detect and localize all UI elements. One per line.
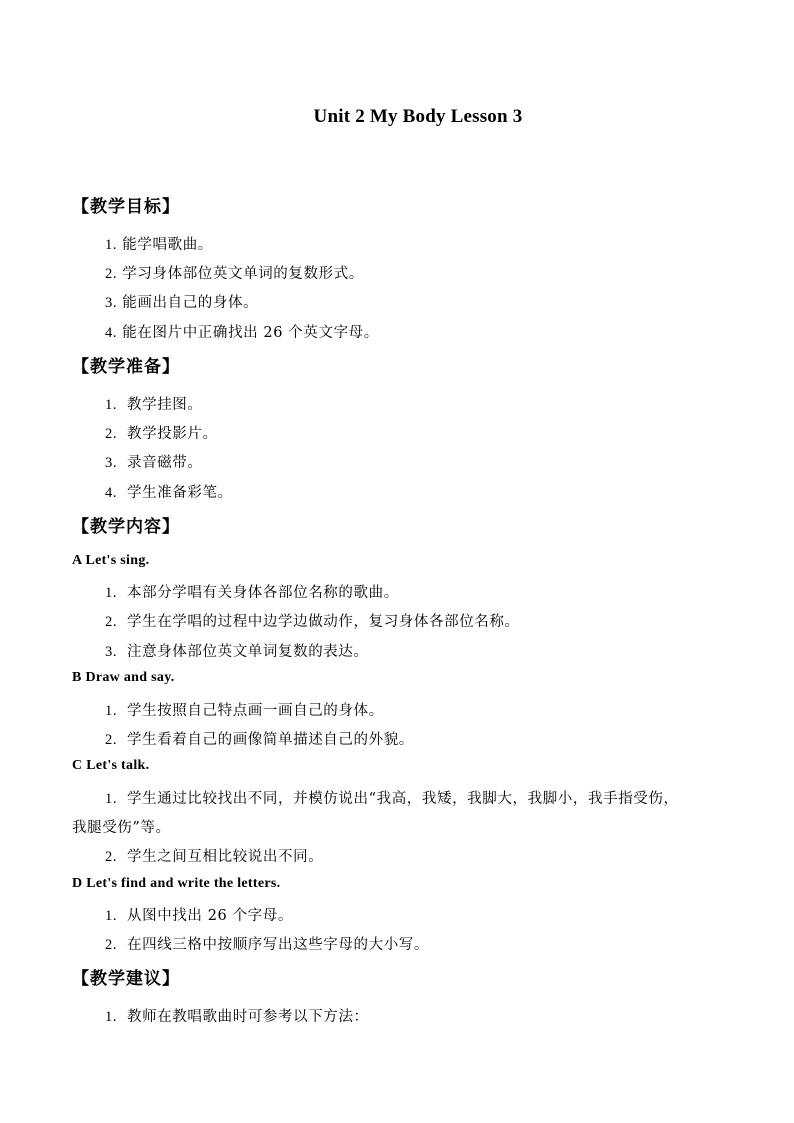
item-number: 1. (105, 703, 118, 719)
item-text: 教师在教唱歌曲时可参考以下方法： (127, 1009, 369, 1025)
preparation-item (105, 481, 233, 502)
item-text: 教学投影片。 (127, 426, 218, 442)
objective-item (105, 321, 379, 342)
item-number: 1. (105, 908, 118, 924)
item-text: 教学挂图。 (127, 397, 203, 413)
item-number: 2. (105, 426, 118, 442)
content-item (105, 845, 323, 866)
objectives-heading: 【教学目标】 (72, 197, 180, 217)
suggestion-item (105, 1005, 369, 1026)
item-number: 4. (105, 325, 118, 341)
preparation-heading: 【教学准备】 (72, 357, 180, 377)
item-number: 1. (105, 237, 118, 253)
item-text: 在四线三格中按顺序写出这些字母的大小写。 (127, 937, 429, 953)
content-item-continuation: 我腿受伤”等。 (72, 820, 171, 836)
item-number: 2. (105, 849, 118, 865)
item-number: 3. (105, 295, 118, 311)
objective-item (105, 233, 213, 254)
item-number: 2. (105, 266, 118, 282)
item-text: 注意身体部位英文单词复数的表达。 (127, 644, 369, 660)
section-d-label: D Let's find and write the letters. (72, 876, 281, 891)
item-number: 4. (105, 485, 118, 501)
objective-item (105, 262, 364, 283)
preparation-item (105, 422, 218, 443)
document-title: Unit 2 My Body Lesson 3 (313, 106, 523, 127)
item-text: 学生之间互相比较说出不同。 (127, 849, 324, 865)
objective-item (105, 291, 258, 312)
content-item (105, 728, 414, 749)
item-number: 2. (105, 937, 118, 953)
item-text: 能在图片中正确找出 26 个英文字母。 (122, 325, 379, 341)
item-text: 学生准备彩笔。 (127, 485, 233, 501)
item-text: 本部分学唱有关身体各部位名称的歌曲。 (127, 585, 399, 601)
item-text: 学习身体部位英文单词的复数形式。 (122, 266, 364, 282)
section-a-label: A Let's sing. (72, 553, 150, 568)
section-b-label: B Draw and say. (72, 670, 175, 685)
item-number: 1. (105, 397, 118, 413)
item-text: 能画出自己的身体。 (122, 295, 259, 311)
content-item (105, 787, 679, 808)
item-number: 3. (105, 455, 118, 471)
content-item (105, 610, 520, 631)
content-item (105, 581, 399, 602)
item-number: 2. (105, 732, 118, 748)
item-text: 学生看着自己的画像简单描述自己的外貌。 (127, 732, 414, 748)
content-item (105, 699, 384, 720)
item-text: 能学唱歌曲。 (122, 237, 213, 253)
item-number: 1. (105, 585, 118, 601)
content-item (105, 904, 293, 925)
item-text: 录音磁带。 (127, 455, 203, 471)
content-item (105, 933, 429, 954)
section-c-label: C Let's talk. (72, 758, 150, 773)
item-number: 3. (105, 644, 118, 660)
item-text: 学生在学唱的过程中边学边做动作，复习身体各部位名称。 (127, 614, 520, 630)
item-number: 1. (105, 791, 118, 807)
content-item (105, 640, 369, 661)
item-text: 从图中找出 26 个字母。 (127, 908, 293, 924)
item-text: 学生按照自己特点画一画自己的身体。 (127, 703, 384, 719)
content-heading: 【教学内容】 (72, 517, 180, 537)
suggestions-heading: 【教学建议】 (72, 969, 180, 989)
item-number: 2. (105, 614, 118, 630)
preparation-item (105, 393, 203, 414)
item-number: 1. (105, 1009, 118, 1025)
item-text: 学生通过比较找出不同，并模仿说出“我高，我矮，我脚大，我脚小，我手指受伤， (127, 791, 679, 807)
preparation-item (105, 451, 203, 472)
